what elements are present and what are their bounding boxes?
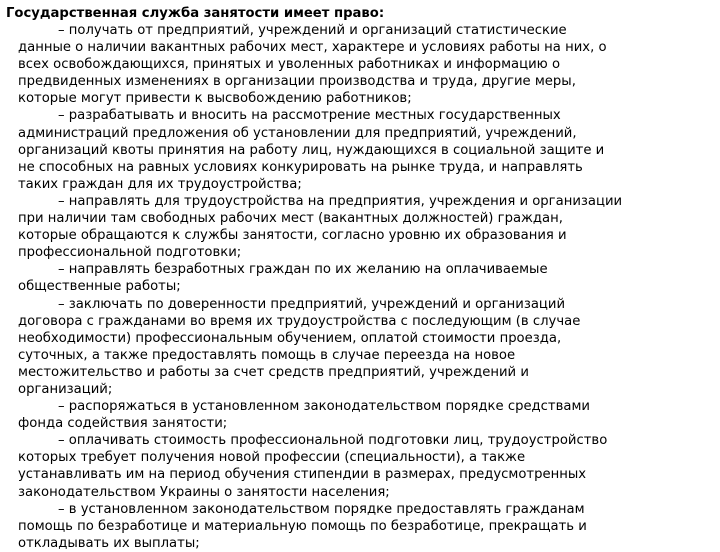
list-item-line: данные о наличии вакантных рабочих мест, характере и условиях работы на них, о bbox=[18, 40, 607, 56]
page-title: Государственная служба занятости имеет право: bbox=[6, 6, 385, 21]
list-item-line: всех освобождающихся, принятых и уволенных работниках и информацию о bbox=[18, 57, 561, 73]
list-item-line: необходимости) профессиональным обучением, оплатой стоимости проезда, bbox=[18, 330, 562, 346]
list-item-line: при наличии там свободных рабочих мест (вакантных должностей) граждан, bbox=[18, 211, 563, 227]
list-item-line: местожительство и работы за счет средств предприятий, учреждений и bbox=[18, 364, 529, 380]
list-item-first-line: – заключать по доверенности предприятий, учреждений и организаций bbox=[58, 296, 566, 312]
list-item bbox=[18, 261, 643, 295]
list-item bbox=[18, 296, 643, 399]
list-item bbox=[18, 501, 643, 552]
list-item-line: откладывать их выплаты; bbox=[18, 535, 200, 551]
list-item bbox=[18, 193, 643, 261]
list-item-line: устанавливать им на период обучения стипендии в размерах, предусмотренных bbox=[18, 467, 587, 483]
list-item-first-line: – направлять для трудоустройства на предприятия, учреждения и организации bbox=[58, 193, 623, 209]
list-item-line: не способных на равных условиях конкурировать на рынке труда, и направлять bbox=[18, 159, 583, 175]
list-item-first-line: – направлять безработных граждан по их желанию на оплачиваемые bbox=[58, 262, 548, 278]
list-item-first-line: – распоряжаться в установленном законодательством порядке средствами bbox=[58, 399, 590, 415]
list-item-line: которые могут привести к высвобождению работников; bbox=[18, 91, 412, 107]
list-item bbox=[18, 398, 643, 432]
list-item-line: организаций квоты принятия на работу лиц, нуждающихся в социальной защите и bbox=[18, 142, 605, 158]
list-item-line: общественные работы; bbox=[18, 279, 181, 295]
list-item-first-line: – разрабатывать и вносить на рассмотрение местных государственных bbox=[58, 108, 561, 124]
list-item-line: администраций предложения об установлении для предприятий, учреждений, bbox=[18, 125, 577, 141]
list-item-line: таких граждан для их трудоустройства; bbox=[18, 176, 302, 192]
list-item-first-line: – получать от предприятий, учреждений и организаций статистические bbox=[58, 23, 567, 38]
list-item-line: законодательством Украины о занятости населения; bbox=[18, 484, 390, 500]
list-item-line: фонда содействия занятости; bbox=[18, 416, 228, 432]
list-item-line: помощь по безработице и материальную помощь по безработице, прекращать и bbox=[18, 518, 587, 534]
list-item-line: которые обращаются к службы занятости, согласно уровню их образования и bbox=[18, 228, 567, 244]
list-item-first-line: – в установленном законодательством порядке предоставлять гражданам bbox=[58, 501, 585, 517]
list-item bbox=[18, 22, 643, 107]
list-item-line: договора с гражданами во время их трудоустройства с последующим (в случае bbox=[18, 313, 581, 329]
list-item bbox=[18, 432, 643, 500]
list-item bbox=[18, 107, 643, 192]
list-item-line: суточных, а также предоставлять помощь в случае переезда на новое bbox=[18, 347, 516, 363]
list-item-first-line: – оплачивать стоимость профессиональной подготовки лиц, трудоустройство bbox=[58, 433, 608, 449]
list-item-line: которых требует получения новой профессии (специальности), а также bbox=[18, 450, 526, 466]
list-item-line: профессиональной подготовки; bbox=[18, 245, 242, 261]
rights-list bbox=[18, 22, 643, 552]
list-item-line: предвиденных изменениях в организации производства и труда, другие меры, bbox=[18, 74, 576, 90]
list-item-line: организаций; bbox=[18, 381, 113, 397]
